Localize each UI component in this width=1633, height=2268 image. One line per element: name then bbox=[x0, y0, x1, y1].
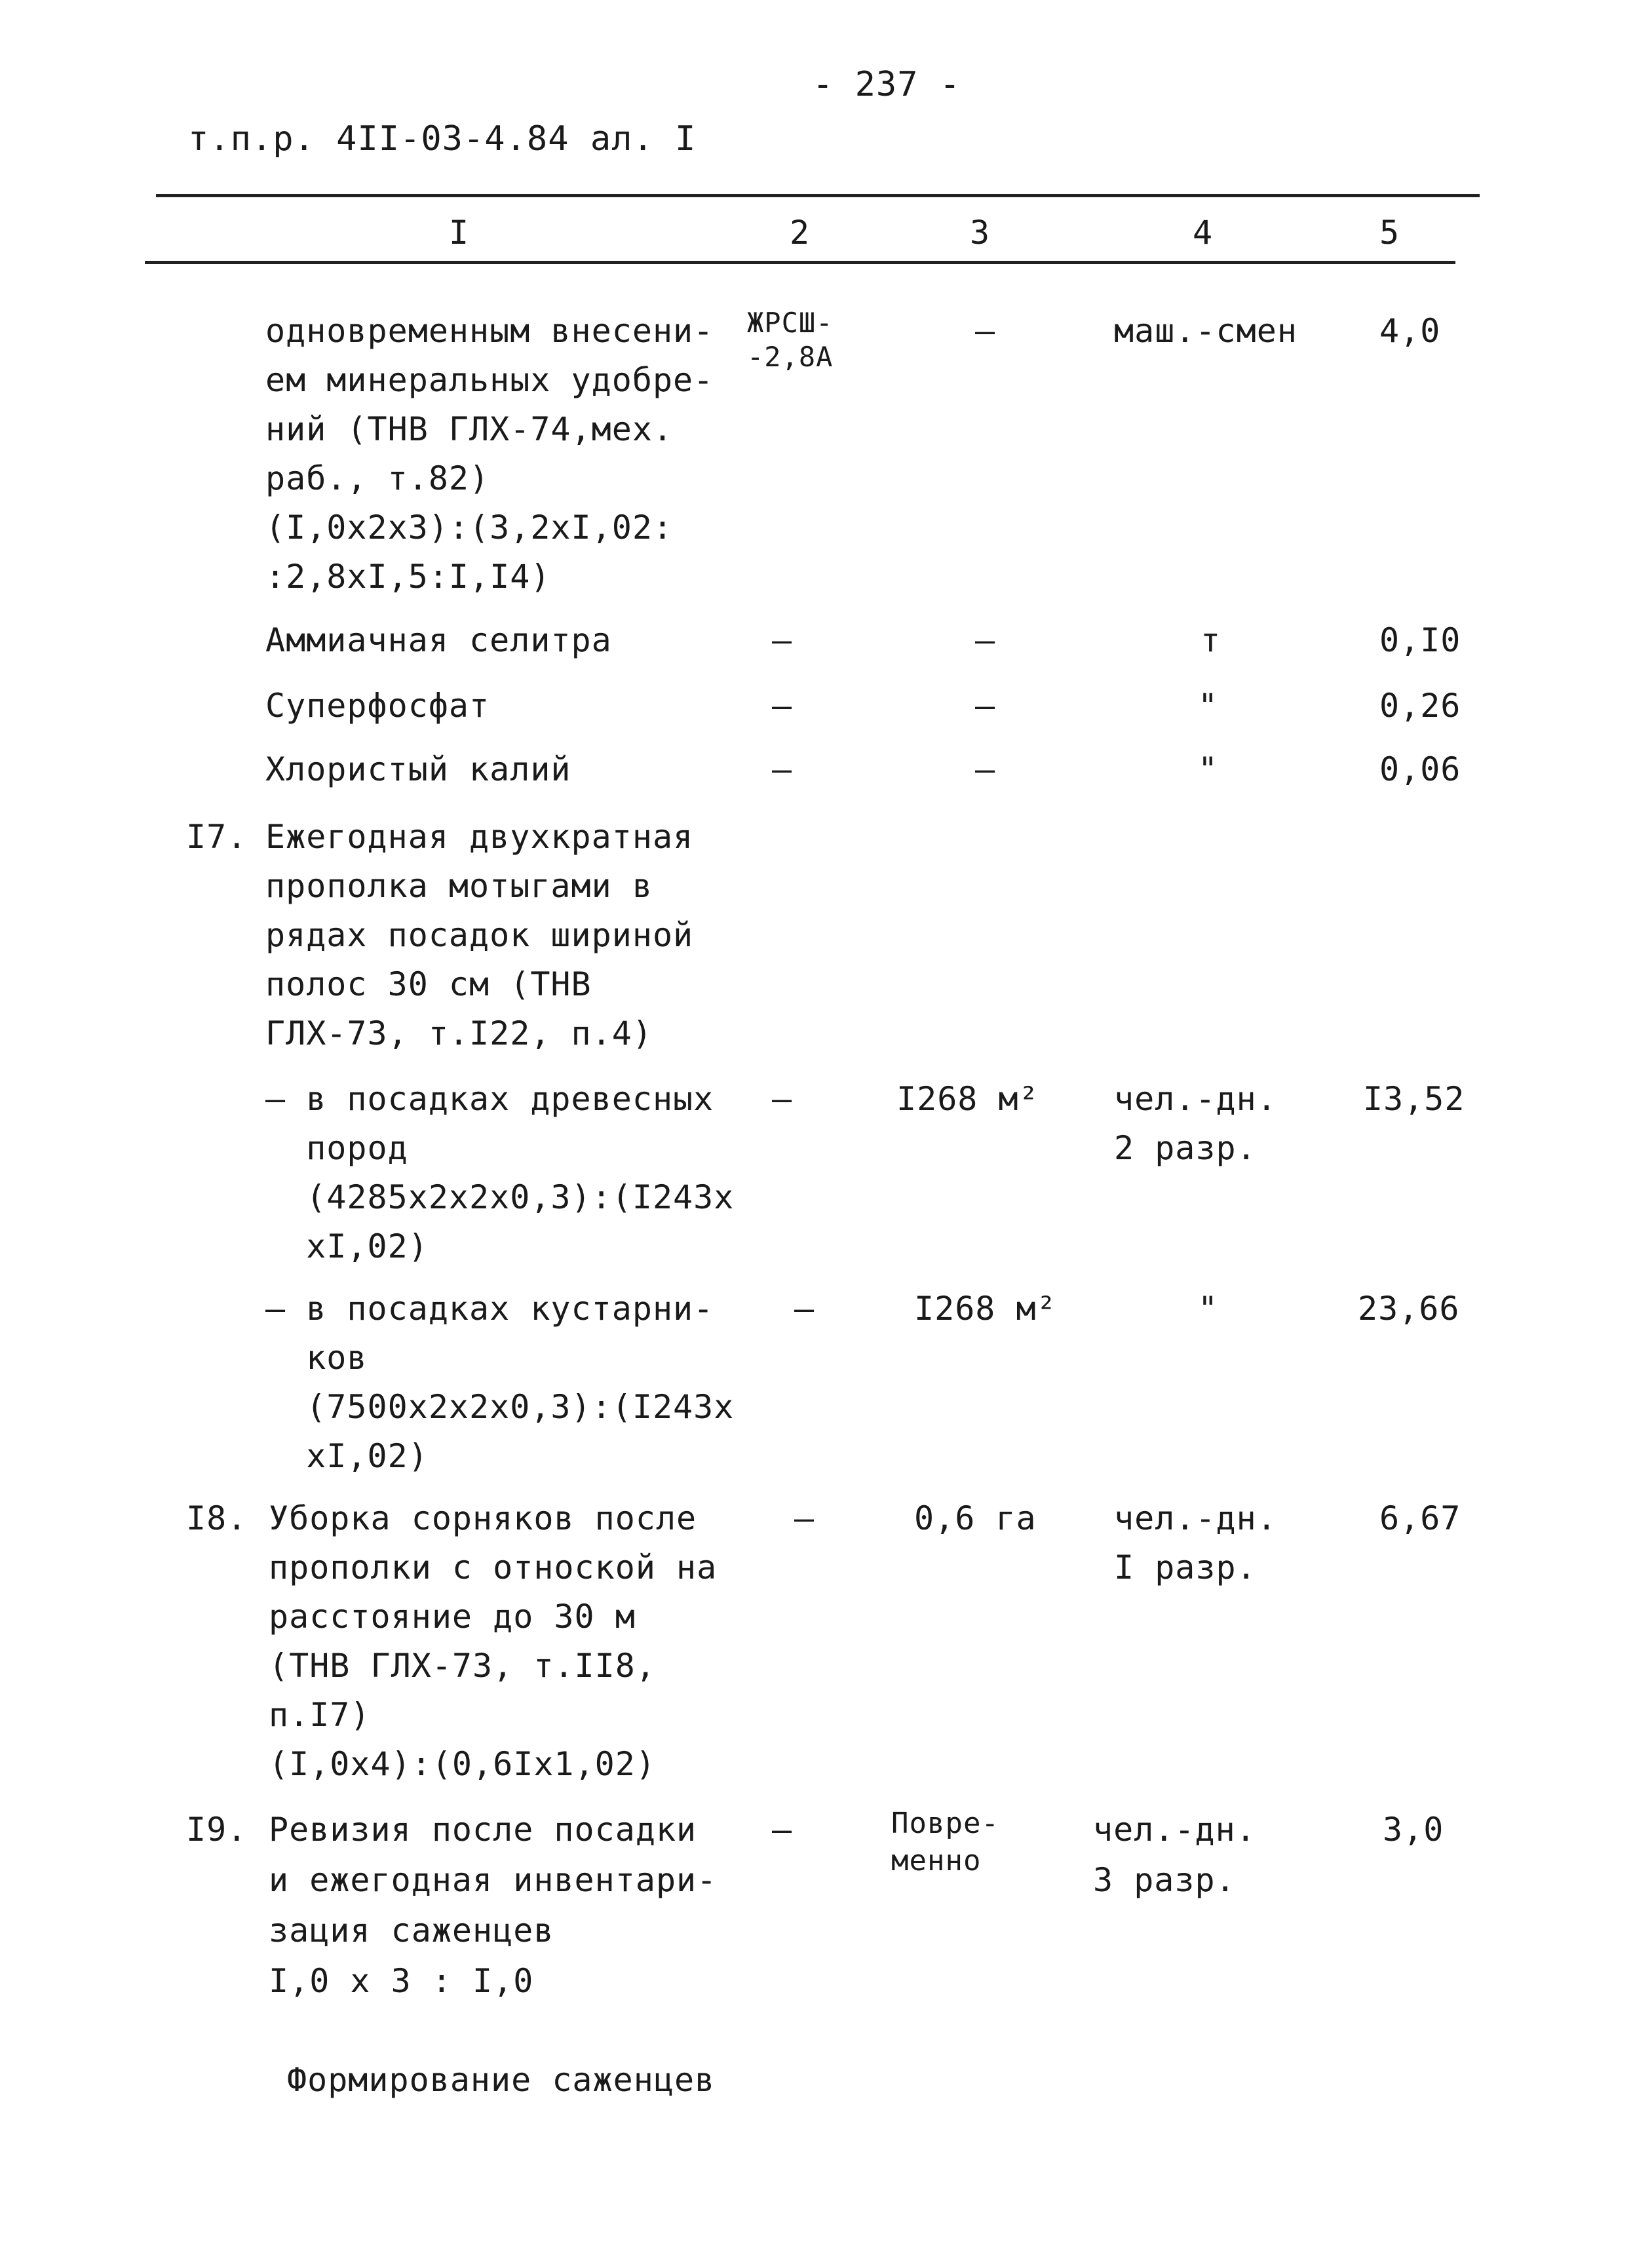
row-text-line: :2,8xI,5:I,I4) bbox=[265, 558, 551, 596]
row-col2-line: -2,8А bbox=[747, 341, 834, 373]
row-text-line: (ТНВ ГЛХ-73, т.II8, bbox=[269, 1647, 656, 1685]
row-col3-line: – bbox=[975, 312, 996, 350]
row-col4-line: чел.-дн. bbox=[1093, 1811, 1256, 1849]
row-col5-line: I3,52 bbox=[1363, 1080, 1465, 1118]
row-col4-line: маш.-смен bbox=[1114, 312, 1297, 350]
row-text-line: Аммиачная селитра bbox=[265, 621, 612, 659]
row-text-line: ем минеральных удобре- bbox=[265, 361, 714, 399]
row-text-line: ков bbox=[265, 1339, 368, 1377]
row-text-line: (I,0x2x3):(3,2xI,02: bbox=[265, 509, 674, 547]
row-col5-line: 4,0 bbox=[1379, 312, 1441, 350]
row-col4-line: 3 разр. bbox=[1093, 1861, 1236, 1899]
row-text-line: Хлористый калий bbox=[265, 750, 571, 788]
column-header-4: 4 bbox=[1193, 214, 1214, 252]
row-text-line: – в посадках кустарни- bbox=[265, 1290, 714, 1328]
row-text-line: Ежегодная двухкратная bbox=[265, 818, 694, 856]
row-text-line: ний (ТНВ ГЛХ-74,мех. bbox=[265, 410, 674, 448]
row-text-line: – в посадках древесных bbox=[265, 1080, 714, 1118]
row-col3-line: – bbox=[975, 687, 996, 725]
row-text-line: ГЛХ-73, т.I22, п.4) bbox=[265, 1014, 653, 1052]
column-header-1: I bbox=[449, 214, 470, 252]
row-col3-line: I268 м² bbox=[914, 1290, 1057, 1328]
row-col5-line: 6,67 bbox=[1379, 1499, 1461, 1537]
row-text-line: Уборка сорняков после bbox=[269, 1499, 697, 1537]
row-col4-line: " bbox=[1198, 687, 1219, 725]
row-text-line: xI,02) bbox=[265, 1437, 429, 1475]
row-text-line: п.I7) bbox=[269, 1696, 371, 1734]
row-text-line: зация саженцев bbox=[269, 1912, 554, 1950]
row-text-line: пород bbox=[265, 1129, 408, 1167]
row-col3-line: 0,6 га bbox=[914, 1499, 1037, 1537]
row-col5-line: 0,06 bbox=[1379, 750, 1461, 788]
row-col2-line: – bbox=[794, 1499, 815, 1537]
row-text-line: (4285x2x2x0,3):(I243x bbox=[265, 1178, 735, 1216]
column-header-2: 2 bbox=[790, 214, 811, 252]
row-col2-line: ЖРСШ- bbox=[747, 307, 834, 339]
row-text-line: раб., т.82) bbox=[265, 459, 490, 497]
row-text-line: расстояние до 30 м bbox=[269, 1598, 636, 1636]
row-text-line: (7500x2x2x0,3):(I243x bbox=[265, 1388, 735, 1426]
row-text-line: прополка мотыгами в bbox=[265, 867, 653, 905]
row-col4-line: т bbox=[1201, 621, 1221, 659]
row-col3-line: I268 м² bbox=[896, 1080, 1039, 1118]
row-text-line: Суперфосфат bbox=[265, 687, 490, 725]
row-col3-line: менно bbox=[891, 1844, 982, 1877]
row-text-line: рядах посадок шириной bbox=[265, 916, 694, 954]
row-col4-line: " bbox=[1198, 1290, 1219, 1328]
row-col5-line: 23,66 bbox=[1358, 1290, 1460, 1328]
row-text-line: полос 30 см (ТНВ bbox=[265, 965, 592, 1003]
row-col3-line: – bbox=[975, 621, 996, 659]
row-col2-line: – bbox=[772, 687, 793, 725]
row-text-line: и ежегодная инвентари- bbox=[269, 1861, 718, 1899]
row-number: I9. bbox=[186, 1811, 248, 1849]
row-col2-line: – bbox=[772, 750, 793, 788]
row-col4-line: чел.-дн. bbox=[1114, 1499, 1277, 1537]
row-text-line: прополки с отноской на bbox=[269, 1548, 718, 1586]
row-col5-line: 3,0 bbox=[1383, 1811, 1444, 1849]
row-col4-line: " bbox=[1198, 750, 1219, 788]
row-text-line: I,0 x 3 : I,0 bbox=[269, 1962, 534, 2000]
row-text-line: Ревизия после посадки bbox=[269, 1811, 697, 1849]
column-header-5: 5 bbox=[1379, 214, 1400, 252]
row-col4-line: чел.-дн. bbox=[1114, 1080, 1277, 1118]
table-top-rule bbox=[156, 194, 1480, 197]
row-col4-line: 2 разр. bbox=[1114, 1129, 1257, 1167]
document-header: т.п.р. 4II-03-4.84 ал. I bbox=[188, 119, 697, 159]
table-header-rule bbox=[145, 261, 1455, 264]
row-text-line: xI,02) bbox=[265, 1227, 429, 1265]
section-title: Формирование саженцев bbox=[287, 2061, 716, 2099]
row-col2-line: – bbox=[772, 1080, 793, 1118]
row-col2-line: – bbox=[772, 1811, 793, 1849]
page-number: - 237 - bbox=[813, 65, 961, 104]
row-col2-line: – bbox=[772, 621, 793, 659]
row-col3-line: – bbox=[975, 750, 996, 788]
row-text-line: (I,0x4):(0,6Ix1,02) bbox=[269, 1745, 656, 1783]
row-text-line: одновременным внесени- bbox=[265, 312, 714, 350]
row-col3-line: Повре- bbox=[891, 1807, 999, 1840]
row-number: I7. bbox=[186, 818, 248, 856]
row-col2-line: – bbox=[794, 1290, 815, 1328]
column-header-3: 3 bbox=[970, 214, 991, 252]
row-number: I8. bbox=[186, 1499, 248, 1537]
row-col4-line: I разр. bbox=[1114, 1548, 1257, 1586]
row-col5-line: 0,26 bbox=[1379, 687, 1461, 725]
row-col5-line: 0,I0 bbox=[1379, 621, 1461, 659]
